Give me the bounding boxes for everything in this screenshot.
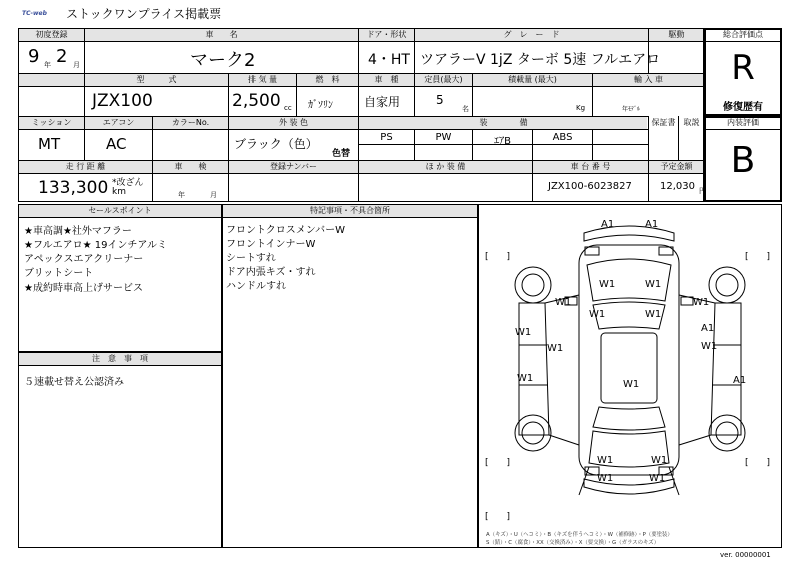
- door-type-label: ドア・形状: [366, 30, 407, 39]
- use-label: 車 種: [374, 75, 399, 84]
- logo: TC-web: [22, 10, 47, 17]
- chassis-number: JZX100-6023827: [548, 181, 632, 192]
- bracket: [ ]: [485, 512, 511, 522]
- damage-mark: W1: [599, 279, 616, 290]
- sales-point-item: ★フルエアロ★ 19インチアルミ: [24, 240, 168, 251]
- equipment-ps: PS: [380, 132, 393, 143]
- tire-front-left: [515, 267, 551, 303]
- form-title: ストックワンプライス掲載票: [66, 7, 222, 21]
- sales-point-item: アペックスエアクリーナー: [24, 254, 144, 265]
- damage-mark: W1: [645, 309, 662, 320]
- load-unit: Kg: [576, 104, 586, 112]
- displacement-label: 排 気 量: [247, 75, 278, 84]
- car-body-outline: [579, 245, 679, 475]
- color-change: 色替: [332, 149, 351, 159]
- damage-mark: W1: [693, 297, 710, 308]
- mileage: 133,300: [38, 178, 109, 198]
- front-bumper-outline: [584, 226, 674, 241]
- interior-grade: B: [730, 140, 756, 181]
- mileage-label: 走 行 距 離: [65, 162, 106, 171]
- model-code: JZX100: [92, 91, 153, 111]
- first-reg-month: 9: [28, 46, 40, 67]
- first-reg-month-unit: 年: [44, 61, 51, 69]
- first-reg-day: 2: [56, 46, 68, 67]
- damage-mark: A1: [701, 323, 715, 334]
- use-type: 自家用: [364, 95, 401, 109]
- sales-points-label: セールスポイント: [88, 206, 152, 215]
- damage-mark: W1: [645, 279, 662, 290]
- special-note-item: フロントインナーW: [226, 239, 316, 250]
- rear-window-outline: [593, 407, 665, 430]
- damage-mark: A1: [601, 219, 615, 230]
- overall-grade-label: 総合評価点: [723, 30, 763, 39]
- mileage-unit: km: [112, 187, 126, 197]
- mission: MT: [38, 135, 61, 153]
- import-label: 輸 入 車: [633, 75, 664, 84]
- diagram-legend-line1: A（キズ）・U（ヘコミ）・B（キズを伴うヘコミ）・W（補修跡）・P（要塗装）: [486, 532, 673, 538]
- bracket: [ ]: [745, 252, 771, 262]
- displacement-unit: cc: [284, 104, 292, 112]
- load-label: 積載量 (最大): [508, 75, 557, 84]
- drive-label: 駆動: [668, 30, 685, 39]
- price: 12,030: [660, 181, 695, 192]
- price-unit: 円: [699, 187, 706, 195]
- damage-mark: W1: [517, 373, 534, 384]
- chassis-label: 車 台 番 号: [570, 162, 611, 171]
- grade-label: グ レ ー ド: [503, 30, 560, 39]
- sales-point-item: ブリットシート: [24, 268, 94, 279]
- equipment-abs: ABS: [552, 132, 573, 143]
- aircon-label: エアコン: [102, 118, 135, 127]
- car-name: マーク2: [190, 50, 256, 71]
- equipment-label: 装 備: [479, 118, 528, 127]
- bracket: [ ]: [745, 458, 771, 468]
- sales-point-item: ★車高調★社外マフラー: [24, 226, 132, 237]
- special-note-item: フロントクロスメンバーW: [226, 225, 345, 236]
- mission-label: ミッション: [31, 118, 72, 127]
- overall-grade: R: [731, 48, 755, 88]
- damage-mark: W1: [589, 309, 606, 320]
- exterior-color-label: 外 装 色: [278, 118, 309, 127]
- damage-mark: W1: [649, 473, 666, 484]
- warranty-label: 保証書: [651, 118, 676, 127]
- damage-mark: W1: [701, 341, 718, 352]
- equipment-airbag: ｴｱB: [494, 136, 511, 147]
- damage-mark: W1: [515, 327, 532, 338]
- caution-item: ５速載せ替え公認済み: [24, 377, 124, 388]
- door-type: 4・HT: [368, 52, 410, 68]
- version-label: ver. 00000001: [720, 551, 771, 559]
- damage-mark: W1: [597, 473, 614, 484]
- sales-point-item: ★成約時車高上げサービス: [24, 283, 143, 294]
- car-name-label: 車 名: [205, 30, 238, 39]
- model-label: 型 式: [136, 75, 177, 84]
- equipment-pw: PW: [435, 132, 452, 143]
- fuel-label: 燃 料: [315, 75, 340, 84]
- special-notes-label: 特記事項・不具合箇所: [310, 206, 390, 215]
- special-note-item: ハンドルすれ: [226, 281, 286, 292]
- vehicle-diagram: [479, 205, 781, 547]
- tire-rear-right: [709, 415, 745, 451]
- diagram-legend-line2: S（錆）・C（腐食）・XX（交換済み）・X（要交換）・G（ガラスのキズ）: [486, 540, 660, 546]
- aircon: AC: [106, 135, 127, 153]
- inspection-month: 月: [210, 191, 217, 199]
- displacement: 2,500: [232, 91, 281, 111]
- capacity: 5: [436, 93, 444, 107]
- bracket: [ ]: [485, 458, 511, 468]
- damage-mark: A1: [733, 375, 747, 386]
- capacity-label: 定員(最大): [424, 75, 463, 84]
- reg-number-label: 登録ナンバー: [269, 162, 318, 171]
- exterior-color: ブラック（色）: [234, 137, 318, 151]
- first-reg-label: 初度登録: [35, 30, 68, 39]
- interior-grade-label: 内装評価: [727, 118, 759, 127]
- damage-mark: W1: [623, 379, 640, 390]
- damage-mark: W1: [597, 455, 614, 466]
- damage-mark: W1: [651, 455, 668, 466]
- tire-front-right: [709, 267, 745, 303]
- special-note-item: ドア内張キズ・すれ: [226, 267, 316, 278]
- color-no-label: カラーNo.: [171, 118, 210, 127]
- fuel-type: ｶﾞｿﾘﾝ: [308, 100, 333, 111]
- capacity-unit: 名: [462, 105, 469, 113]
- roof-outline: [601, 333, 657, 403]
- bracket: [ ]: [485, 252, 511, 262]
- damage-mark: W1: [555, 297, 572, 308]
- inspection-label: 車 検: [174, 162, 207, 171]
- grade: ツアラーV 1jZ ターボ 5速 フルエアロ: [420, 52, 661, 68]
- tire-rear-left: [515, 415, 551, 451]
- repair-history: 修復歴有: [723, 102, 763, 113]
- other-equipment-label: ほ か 装 備: [425, 162, 466, 171]
- caution-label: 注 意 事 項: [92, 354, 148, 363]
- special-note-item: シートすれ: [226, 253, 276, 264]
- import-year-model: 年ﾓﾃﾞﾙ: [622, 106, 641, 113]
- inspection-year: 年: [178, 191, 185, 199]
- damage-mark: W1: [547, 343, 564, 354]
- manual-label: 取説: [683, 118, 700, 127]
- first-reg-day-unit: 月: [73, 61, 80, 69]
- price-label: 予定金額: [660, 162, 693, 171]
- mileage-note: *改ざん: [112, 178, 144, 188]
- damage-mark: A1: [645, 219, 659, 230]
